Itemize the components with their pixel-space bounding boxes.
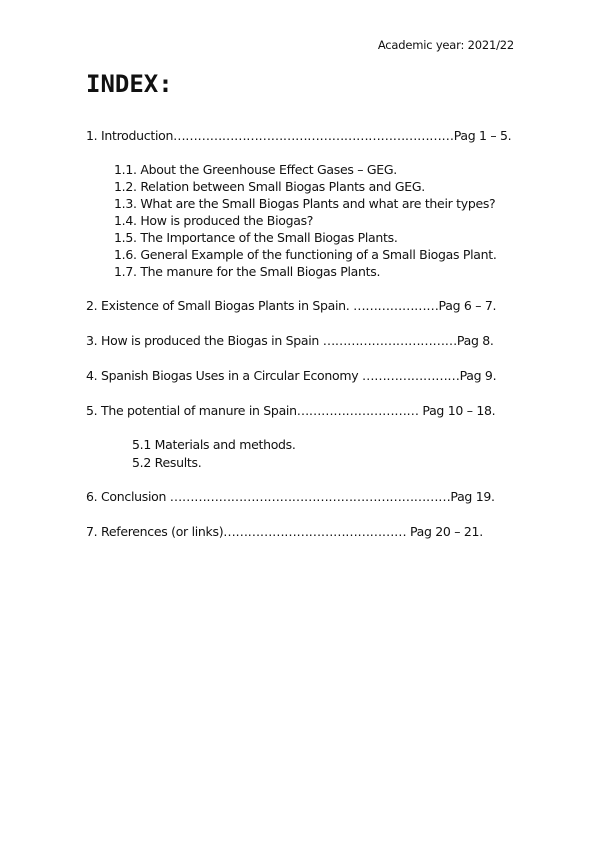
toc-item-1: 1. Introduction……………………………………………………………Pag 1 – 5. xyxy=(86,128,512,143)
toc-subitem-5-2: 5.2 Results. xyxy=(132,455,202,470)
toc-item-5: 5. The potential of manure in Spain………………………… Pag 10 – 18. xyxy=(86,403,496,418)
toc-item-2: 2. Existence of Small Biogas Plants in Spain. …………………Pag 6 – 7. xyxy=(86,298,497,313)
academic-year: Academic year: 2021/22 xyxy=(377,38,514,52)
toc-item-4: 4. Spanish Biogas Uses in a Circular Economy ……………………Pag 9. xyxy=(86,368,497,383)
toc-subitem-5-1: 5.1 Materials and methods. xyxy=(132,437,296,452)
page-title: INDEX: xyxy=(86,70,173,98)
toc-subitem-1-2: 1.2. Relation between Small Biogas Plants and GEG. xyxy=(114,179,425,194)
toc-subitem-1-6: 1.6. General Example of the functioning of a Small Biogas Plant. xyxy=(114,247,497,262)
toc-subitem-1-7: 1.7. The manure for the Small Biogas Plants. xyxy=(114,264,381,279)
toc-item-6: 6. Conclusion ……………………………………………………………Pag 19. xyxy=(86,489,495,504)
toc-subitem-1-1: 1.1. About the Greenhouse Effect Gases – GEG. xyxy=(114,162,397,177)
toc-subitem-1-3: 1.3. What are the Small Biogas Plants and what are their types? xyxy=(114,196,496,211)
toc-subitem-1-5: 1.5. The Importance of the Small Biogas Plants. xyxy=(114,230,398,245)
toc-item-3: 3. How is produced the Biogas in Spain ……………………………Pag 8. xyxy=(86,333,494,348)
toc-item-7: 7. References (or links)……………………………………… Pag 20 – 21. xyxy=(86,524,483,539)
toc-subitem-1-4: 1.4. How is produced the Biogas? xyxy=(114,213,314,228)
